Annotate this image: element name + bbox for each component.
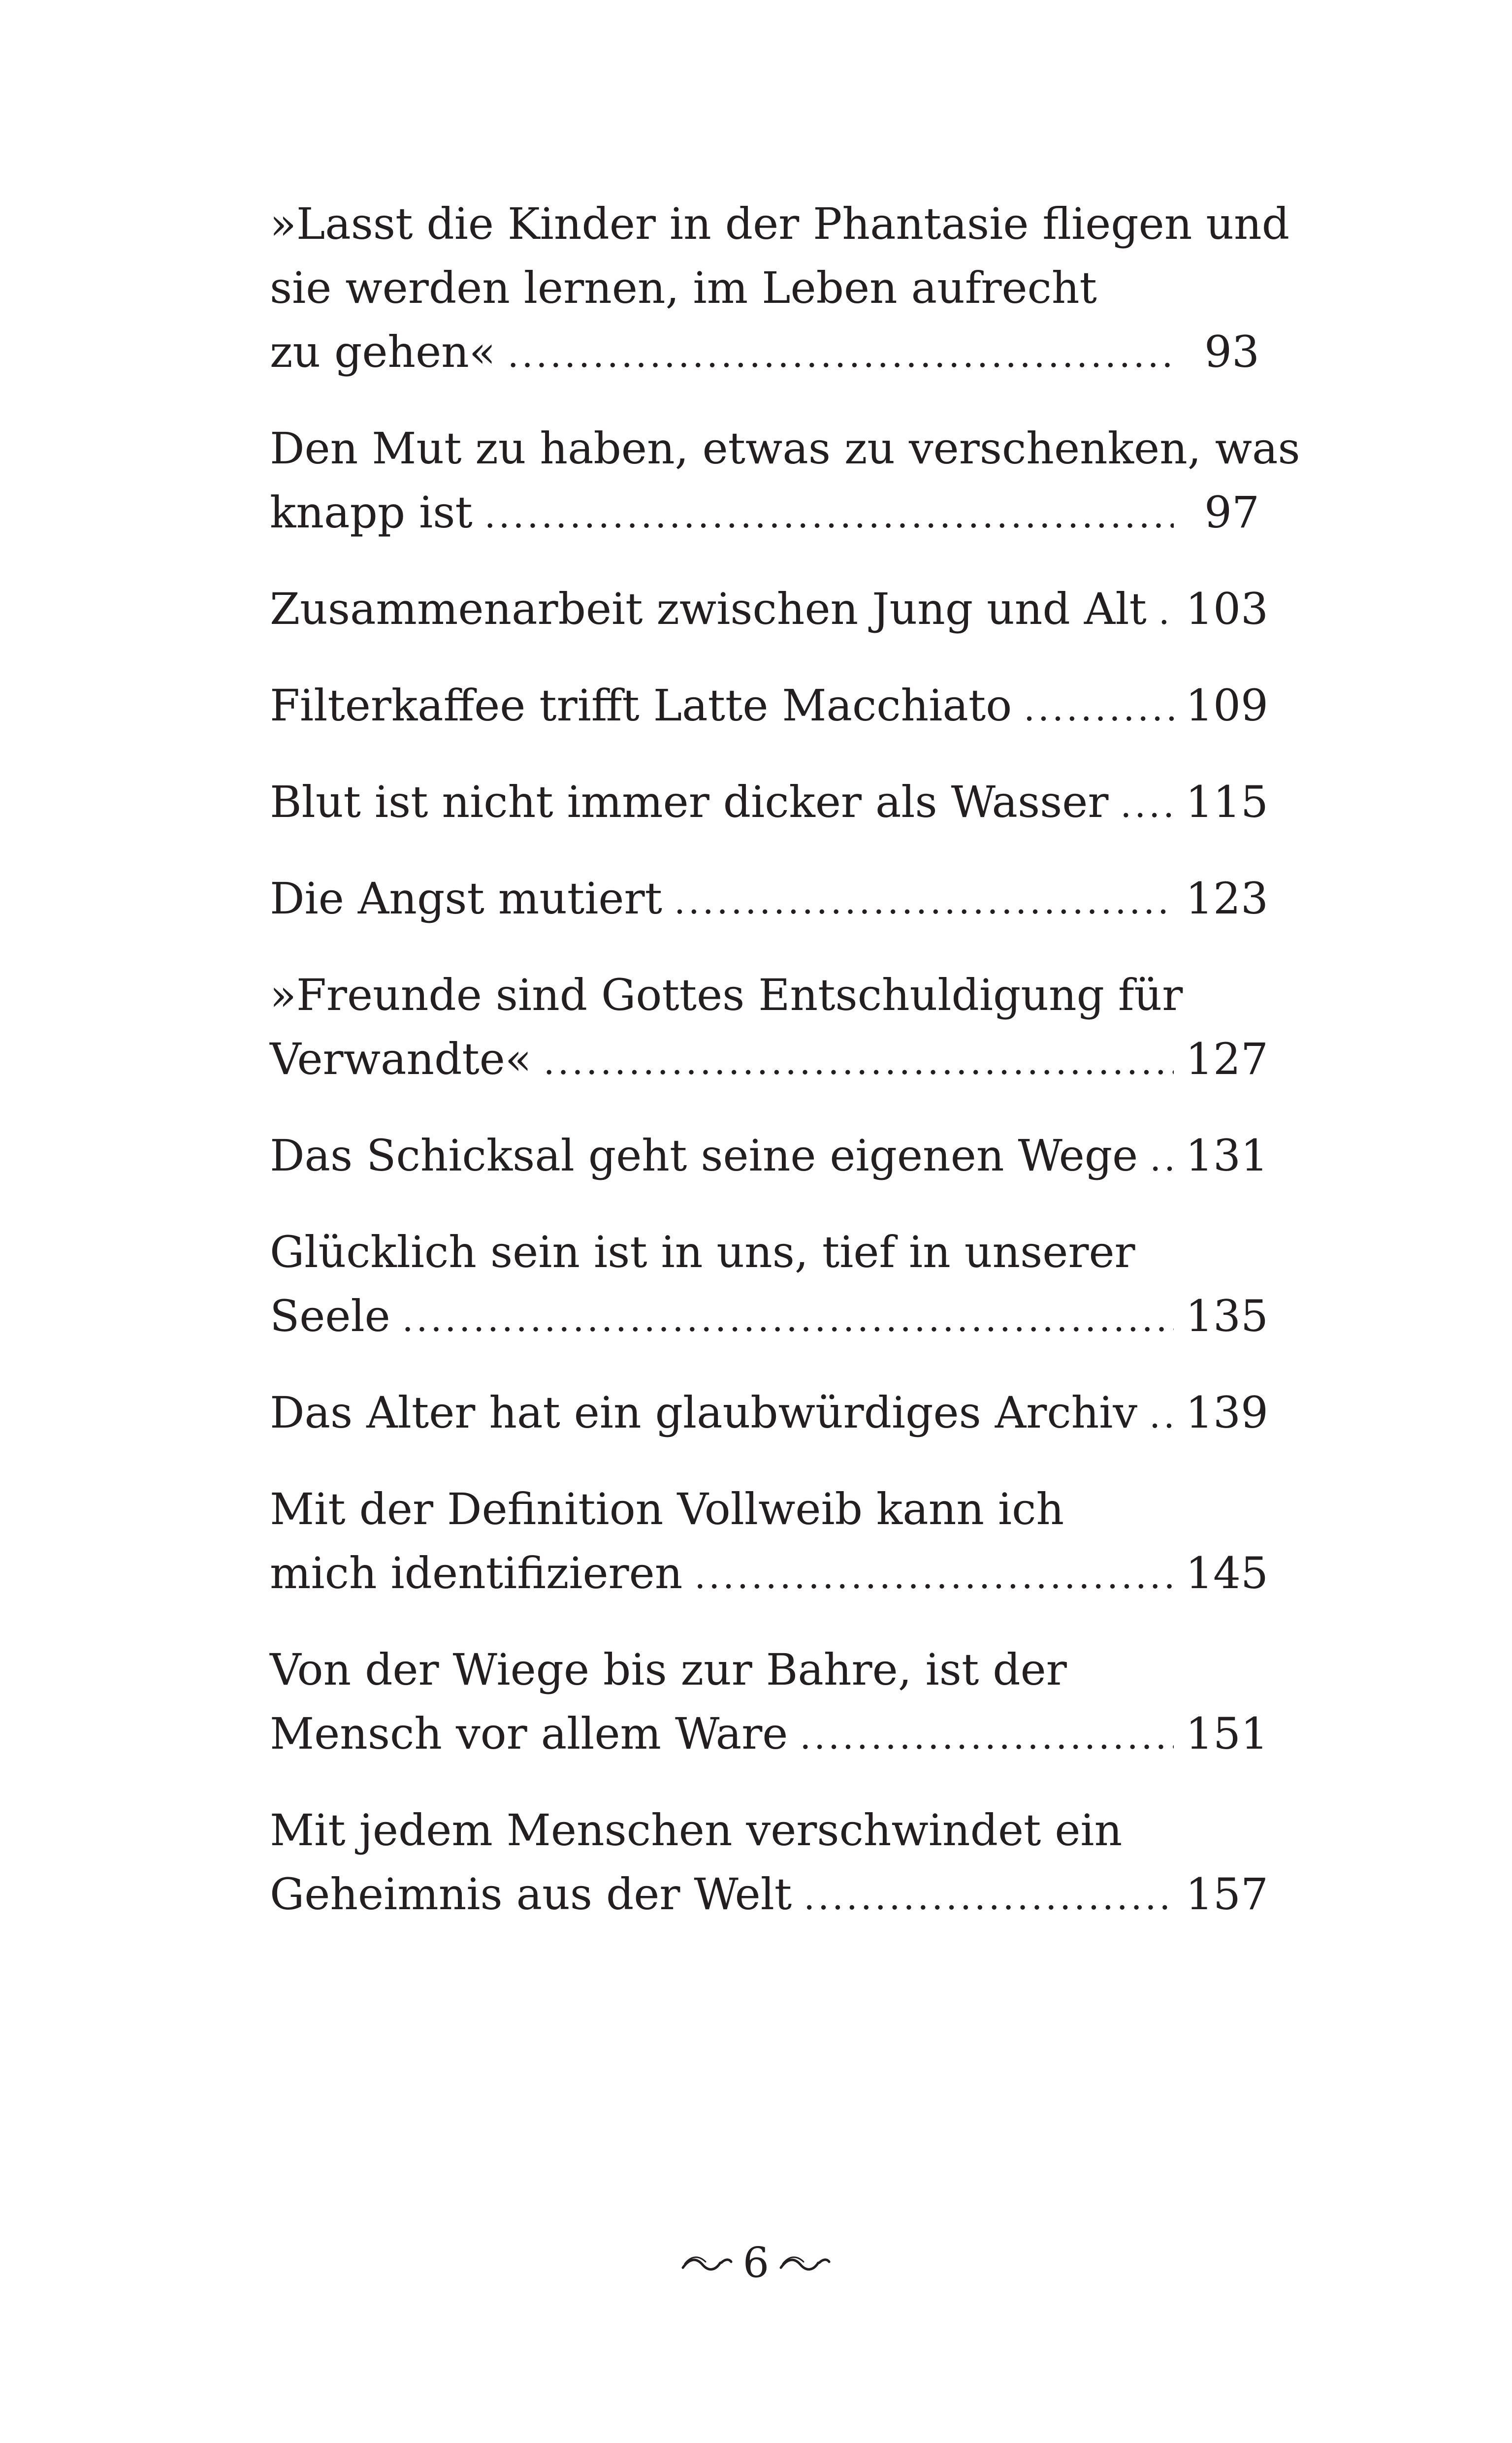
toc-entry-leader-line — [270, 1284, 1268, 1348]
toc-page-number: 139 — [1186, 1387, 1268, 1438]
toc-entry-leader-line — [270, 1124, 1268, 1188]
toc-page-number: 93 — [1204, 326, 1259, 377]
toc-entry-title-line: Von der Wiege bis zur Bahre, ist der — [270, 1644, 1067, 1695]
toc-entry-title-line: Mit der Definition Vollweib kann ich — [270, 1484, 1064, 1534]
toc-entry — [270, 770, 1268, 834]
toc-entry-title: knapp ist — [270, 487, 473, 538]
toc-page-number: 103 — [1186, 584, 1268, 634]
dot-leader — [484, 483, 1174, 547]
swash-ornament-icon — [680, 2248, 734, 2278]
toc-entry-title-line: »Freunde sind Gottes Entschuldigung für — [270, 970, 1183, 1020]
toc-page-number: 145 — [1186, 1548, 1268, 1598]
toc-page-number: 97 — [1204, 487, 1259, 538]
toc-entry — [270, 1381, 1268, 1445]
toc-entry-title-line: »Lasst die Kinder in der Phantasie fliegen und — [270, 198, 1290, 249]
dot-leader — [674, 869, 1174, 933]
toc-page-number: 131 — [1186, 1130, 1268, 1181]
toc-entry-title-line: Glücklich sein ist in uns, tief in unserer — [270, 1227, 1135, 1277]
toc-entry-title: Geheimnis aus der Welt — [270, 1869, 792, 1920]
page-footer — [0, 2236, 1512, 2290]
dot-leader — [1024, 676, 1174, 740]
toc-page-number: 123 — [1186, 873, 1268, 924]
toc-page-number: 135 — [1186, 1291, 1268, 1341]
toc-entry — [270, 577, 1268, 641]
toc-entry-leader-line — [270, 674, 1268, 738]
page-number: 6 — [742, 2239, 770, 2287]
toc-entry-leader-line — [270, 867, 1268, 931]
toc-entry-leader-line — [270, 1862, 1268, 1926]
toc-entry-title: Die Angst mutiert — [270, 873, 662, 924]
toc-page-number: 127 — [1186, 1034, 1268, 1084]
toc-page-number: 151 — [1186, 1708, 1268, 1759]
toc-entry-title: Blut ist nicht immer dicker als Wasser — [270, 777, 1109, 827]
dot-leader — [402, 1287, 1174, 1351]
toc-entry-title: zu gehen« — [270, 326, 496, 377]
toc-entry-title-line: Den Mut zu haben, etwas zu verschenken, was — [270, 423, 1300, 474]
dot-leader — [1158, 580, 1174, 644]
toc-entry-leader-line — [270, 320, 1259, 384]
toc-entry-leader-line — [270, 1541, 1268, 1605]
toc-entry — [270, 192, 1290, 384]
dot-leader — [804, 1865, 1174, 1929]
dot-leader — [544, 1030, 1174, 1094]
toc-entry-leader-line — [270, 1027, 1268, 1091]
toc-page-number: 115 — [1186, 777, 1268, 827]
swash-ornament-icon — [778, 2248, 832, 2278]
dot-leader — [1150, 1126, 1174, 1190]
table-of-contents — [270, 192, 1300, 1959]
toc-entry-leader-line — [270, 481, 1259, 545]
dot-leader — [800, 1704, 1174, 1768]
toc-entry-title: Mensch vor allem Ware — [270, 1708, 788, 1759]
toc-entry-title-line: sie werden lernen, im Leben aufrecht — [270, 262, 1097, 313]
toc-entry-title: mich identifizieren — [270, 1548, 683, 1598]
dot-leader — [1149, 1383, 1174, 1447]
toc-entry-leader-line — [270, 1381, 1268, 1445]
toc-entry-leader-line — [270, 1702, 1268, 1766]
toc-entry-title: Zusammenarbeit zwischen Jung und Alt — [270, 584, 1147, 634]
toc-entry — [270, 674, 1268, 738]
toc-entry — [270, 1477, 1268, 1605]
toc-entry — [270, 867, 1268, 931]
toc-entry-leader-line — [270, 577, 1268, 641]
toc-entry-title-line: Mit jedem Menschen verschwindet ein — [270, 1805, 1123, 1856]
toc-page-number: 109 — [1186, 680, 1268, 731]
toc-entry — [270, 417, 1300, 545]
dot-leader — [1120, 773, 1174, 837]
toc-entry — [270, 1798, 1268, 1926]
dot-leader — [508, 323, 1174, 387]
toc-entry — [270, 963, 1268, 1091]
toc-entry-title: Verwandte« — [270, 1034, 532, 1084]
toc-entry — [270, 1638, 1268, 1766]
toc-entry-title: Filterkaffee trifft Latte Macchiato — [270, 680, 1012, 731]
toc-entry — [270, 1124, 1268, 1188]
toc-entry-leader-line — [270, 770, 1268, 834]
dot-leader — [694, 1544, 1174, 1608]
toc-entry-title: Seele — [270, 1291, 390, 1341]
toc-entry — [270, 1220, 1268, 1348]
toc-entry-title: Das Alter hat ein glaubwürdiges Archiv — [270, 1387, 1138, 1438]
toc-page-number: 157 — [1186, 1869, 1268, 1920]
toc-entry-title: Das Schicksal geht seine eigenen Wege — [270, 1130, 1138, 1181]
